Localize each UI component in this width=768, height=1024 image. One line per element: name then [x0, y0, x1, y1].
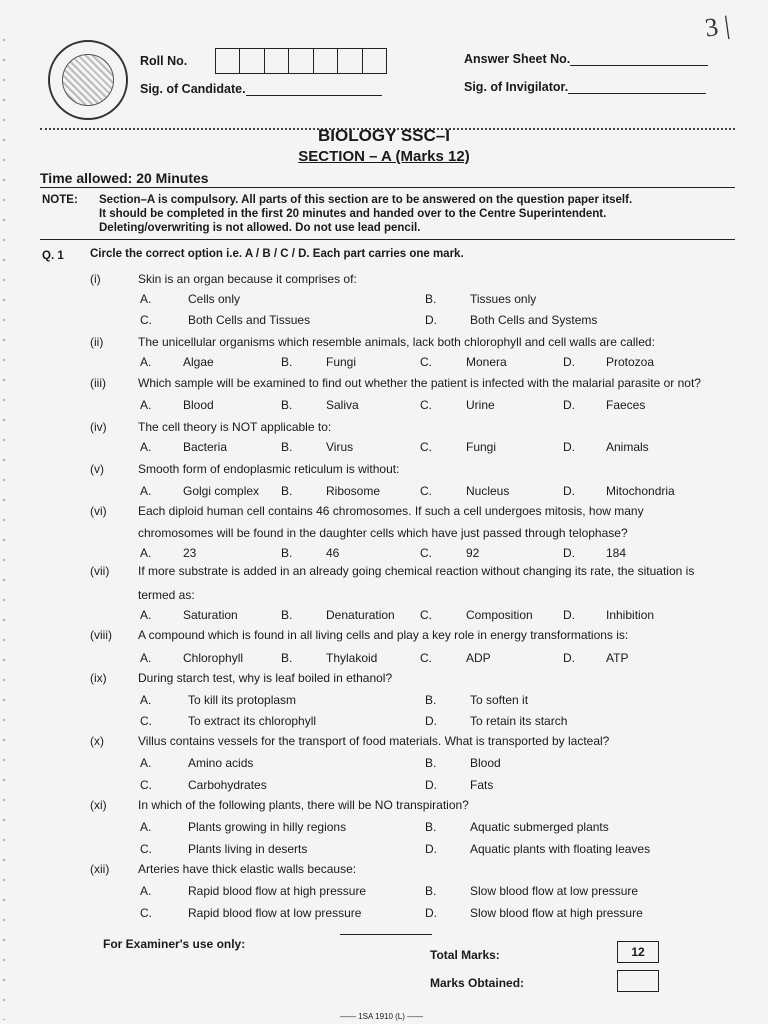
- option-text[interactable]: Virus: [326, 440, 354, 454]
- examiner-label: For Examiner's use only:: [103, 937, 246, 951]
- part-number: (i): [90, 272, 101, 286]
- option-text[interactable]: Tissues only: [470, 292, 537, 306]
- option-letter[interactable]: B.: [425, 756, 437, 770]
- option-text[interactable]: ATP: [606, 651, 629, 665]
- option-text[interactable]: Slow blood flow at high pressure: [470, 906, 643, 920]
- sig-invigilator-field: [464, 80, 706, 94]
- option-letter[interactable]: C.: [140, 842, 152, 856]
- part-number: (ii): [90, 335, 104, 349]
- option-letter[interactable]: B.: [425, 292, 437, 306]
- option-letter[interactable]: B.: [281, 484, 293, 498]
- option-text[interactable]: Mitochondria: [606, 484, 675, 498]
- option-letter[interactable]: A.: [140, 398, 152, 412]
- option-letter[interactable]: C.: [420, 355, 432, 369]
- total-marks-box: 12: [617, 941, 659, 963]
- option-text[interactable]: Ribosome: [326, 484, 381, 498]
- part-number: (xii): [90, 862, 110, 876]
- option-letter[interactable]: D.: [425, 714, 437, 728]
- roll-digit-box[interactable]: [289, 49, 313, 73]
- question-stem: termed as:: [138, 588, 195, 602]
- option-letter[interactable]: A.: [140, 693, 152, 707]
- option-letter[interactable]: D.: [563, 546, 575, 560]
- option-text[interactable]: Aquatic plants with floating leaves: [470, 842, 651, 856]
- note-line: It should be completed in the first 20 minutes and handed over to the Centre Superintendent.: [99, 208, 607, 220]
- option-letter[interactable]: A.: [140, 756, 152, 770]
- roll-digit-box[interactable]: [265, 49, 289, 73]
- part-number: (vii): [90, 564, 110, 578]
- question-stem: If more substrate is added in an already going chemical reaction without changing its rate, the situation is: [138, 564, 695, 578]
- option-text[interactable]: Fats: [470, 778, 494, 792]
- paper-code: —— 1SA 1910 (L) ——: [340, 1012, 424, 1021]
- roll-no-label: Roll No.: [140, 54, 188, 68]
- part-number: (ix): [90, 671, 107, 685]
- option-text[interactable]: ADP: [466, 651, 491, 665]
- total-marks-label: Total Marks:: [430, 948, 500, 962]
- option-letter[interactable]: B.: [425, 884, 437, 898]
- option-text[interactable]: Monera: [466, 355, 507, 369]
- option-text[interactable]: Saturation: [183, 608, 238, 622]
- option-letter[interactable]: A.: [140, 651, 152, 665]
- option-letter[interactable]: D.: [563, 651, 575, 665]
- option-text[interactable]: Composition: [466, 608, 533, 622]
- option-letter[interactable]: C.: [420, 398, 432, 412]
- option-text[interactable]: Protozoa: [606, 355, 655, 369]
- option-letter[interactable]: B.: [281, 398, 293, 412]
- option-letter[interactable]: D.: [563, 355, 575, 369]
- sig-invigilator-label: Sig. of Invigilator.: [464, 80, 569, 94]
- part-number: (v): [90, 462, 104, 476]
- question-stem: Villus contains vessels for the transport of food materials. What is transported by lacteal?: [138, 734, 610, 748]
- option-text[interactable]: Animals: [606, 440, 649, 454]
- option-text[interactable]: Denaturation: [326, 608, 395, 622]
- question-stem: Each diploid human cell contains 46 chromosomes. If such a cell undergoes mitosis, how many: [138, 504, 644, 518]
- part-number: (iv): [90, 420, 107, 434]
- answer-sheet-field: [464, 52, 708, 66]
- sig-candidate-field: [140, 82, 382, 96]
- option-text[interactable]: Chlorophyll: [183, 651, 244, 665]
- option-letter[interactable]: D.: [563, 440, 575, 454]
- option-text[interactable]: Fungi: [466, 440, 497, 454]
- option-text[interactable]: Rapid blood flow at low pressure: [188, 906, 362, 920]
- option-letter[interactable]: C.: [140, 714, 152, 728]
- question-stem: During starch test, why is leaf boiled in ethanol?: [138, 671, 393, 685]
- option-letter[interactable]: B.: [281, 546, 293, 560]
- option-letter[interactable]: A.: [140, 292, 152, 306]
- sig-candidate-label: Sig. of Candidate.: [140, 82, 246, 96]
- divider-top: [40, 187, 735, 188]
- option-text[interactable]: 23: [183, 546, 197, 560]
- option-text[interactable]: Algae: [183, 355, 214, 369]
- time-allowed: Time allowed: 20 Minutes: [40, 170, 209, 186]
- option-letter[interactable]: D.: [425, 313, 437, 327]
- option-text[interactable]: Amino acids: [188, 756, 254, 770]
- option-letter[interactable]: D.: [563, 608, 575, 622]
- option-text[interactable]: Fungi: [326, 355, 357, 369]
- option-text[interactable]: Urine: [466, 398, 495, 412]
- option-text[interactable]: Slow blood flow at low pressure: [470, 884, 639, 898]
- option-text[interactable]: Golgi complex: [183, 484, 260, 498]
- option-text[interactable]: Carbohydrates: [188, 778, 267, 792]
- subject-title: BIOLOGY SSC–I: [318, 126, 450, 145]
- option-letter[interactable]: A.: [140, 484, 152, 498]
- option-letter[interactable]: C.: [140, 313, 152, 327]
- question-stem: Smooth form of endoplasmic reticulum is without:: [138, 462, 400, 476]
- handwritten-page-number: 3 |: [703, 10, 732, 43]
- option-letter[interactable]: D.: [425, 906, 437, 920]
- option-text[interactable]: Thylakoid: [326, 651, 378, 665]
- option-text[interactable]: Plants living in deserts: [188, 842, 308, 856]
- option-text[interactable]: Both Cells and Tissues: [188, 313, 311, 327]
- answer-sheet-blank[interactable]: [570, 54, 708, 66]
- option-letter[interactable]: C.: [420, 546, 432, 560]
- divider-bottom: [40, 239, 735, 240]
- marks-obtained-box[interactable]: [617, 970, 659, 992]
- option-text[interactable]: To retain its starch: [470, 714, 568, 728]
- option-letter[interactable]: B.: [281, 608, 293, 622]
- sig-candidate-blank[interactable]: [246, 84, 382, 96]
- option-letter[interactable]: D.: [425, 842, 437, 856]
- option-text[interactable]: Blood: [470, 756, 501, 770]
- option-text[interactable]: To kill its protoplasm: [188, 693, 297, 707]
- part-number: (viii): [90, 628, 112, 642]
- option-letter[interactable]: C.: [420, 608, 432, 622]
- option-letter[interactable]: D.: [425, 778, 437, 792]
- option-letter[interactable]: A.: [140, 884, 152, 898]
- roll-digit-box[interactable]: [240, 49, 264, 73]
- question-stem: The cell theory is NOT applicable to:: [138, 420, 332, 434]
- option-text[interactable]: Nucleus: [466, 484, 510, 498]
- option-text[interactable]: Bacteria: [183, 440, 228, 454]
- option-text[interactable]: Blood: [183, 398, 214, 412]
- option-letter[interactable]: A.: [140, 440, 152, 454]
- sig-invigilator-blank[interactable]: [568, 82, 706, 94]
- option-letter[interactable]: A.: [140, 820, 152, 834]
- option-text[interactable]: Both Cells and Systems: [470, 313, 598, 327]
- question-number: Q. 1: [42, 250, 64, 262]
- part-number: (x): [90, 734, 104, 748]
- question-instruction: Circle the correct option i.e. A / B / C / D. Each part carries one mark.: [90, 248, 464, 260]
- question-stem: chromosomes will be found in the daughter cells which have just passed through telophase?: [138, 526, 628, 540]
- option-letter[interactable]: C.: [140, 906, 152, 920]
- option-text[interactable]: To soften it: [470, 693, 529, 707]
- part-number: (xi): [90, 798, 107, 812]
- option-text[interactable]: Inhibition: [606, 608, 655, 622]
- option-letter[interactable]: B.: [281, 355, 293, 369]
- option-text[interactable]: 92: [466, 546, 480, 560]
- punch-hole-margin: [0, 30, 10, 1020]
- roll-digit-box[interactable]: [314, 49, 338, 73]
- option-text[interactable]: To extract its chlorophyll: [188, 714, 317, 728]
- answer-sheet-label: Answer Sheet No.: [464, 52, 571, 66]
- marks-obtained-label: Marks Obtained:: [430, 976, 525, 990]
- option-letter[interactable]: C.: [420, 440, 432, 454]
- part-number: (vi): [90, 504, 107, 518]
- seal-emblem: [62, 54, 114, 106]
- option-text[interactable]: Cells only: [188, 292, 241, 306]
- roll-no-boxes[interactable]: [215, 48, 387, 74]
- question-stem: Arteries have thick elastic walls because:: [138, 862, 357, 876]
- option-letter[interactable]: D.: [563, 484, 575, 498]
- option-letter[interactable]: B.: [425, 693, 437, 707]
- question-stem: Which sample will be examined to find out whether the patient is infected with the malarial parasite or not?: [138, 376, 701, 390]
- question-stem: The unicellular organisms which resemble animals, lack both chlorophyll and cell walls are called:: [138, 335, 655, 349]
- roll-digit-box[interactable]: [338, 49, 362, 73]
- option-text[interactable]: Saliva: [326, 398, 359, 412]
- option-text[interactable]: Aquatic submerged plants: [470, 820, 609, 834]
- option-letter[interactable]: A.: [140, 355, 152, 369]
- note-label: NOTE:: [42, 194, 78, 206]
- note-line: Deleting/overwriting is not allowed. Do not use lead pencil.: [99, 222, 421, 234]
- part-number: (iii): [90, 376, 106, 390]
- option-text[interactable]: 184: [606, 546, 627, 560]
- option-letter[interactable]: B.: [281, 651, 293, 665]
- question-stem: A compound which is found in all living cells and play a key role in energy transformations is:: [138, 628, 629, 642]
- option-letter[interactable]: C.: [140, 778, 152, 792]
- roll-digit-box[interactable]: [216, 49, 240, 73]
- option-letter[interactable]: D.: [563, 398, 575, 412]
- option-letter[interactable]: B.: [281, 440, 293, 454]
- board-seal-logo: [48, 40, 128, 120]
- option-letter[interactable]: A.: [140, 608, 152, 622]
- option-text[interactable]: Plants growing in hilly regions: [188, 820, 347, 834]
- roll-digit-box[interactable]: [363, 49, 386, 73]
- question-stem: In which of the following plants, there will be NO transpiration?: [138, 798, 469, 812]
- option-text[interactable]: 46: [326, 546, 340, 560]
- section-title: SECTION – A (Marks 12): [298, 148, 470, 165]
- note-line: Section–A is compulsory. All parts of this section are to be answered on the question paper itself.: [99, 194, 633, 206]
- option-letter[interactable]: C.: [420, 484, 432, 498]
- option-text[interactable]: Rapid blood flow at high pressure: [188, 884, 367, 898]
- option-letter[interactable]: C.: [420, 651, 432, 665]
- question-stem: Skin is an organ because it comprises of:: [138, 272, 357, 286]
- option-letter[interactable]: A.: [140, 546, 152, 560]
- examiner-signature-line[interactable]: [340, 934, 432, 935]
- option-text[interactable]: Faeces: [606, 398, 646, 412]
- option-letter[interactable]: B.: [425, 820, 437, 834]
